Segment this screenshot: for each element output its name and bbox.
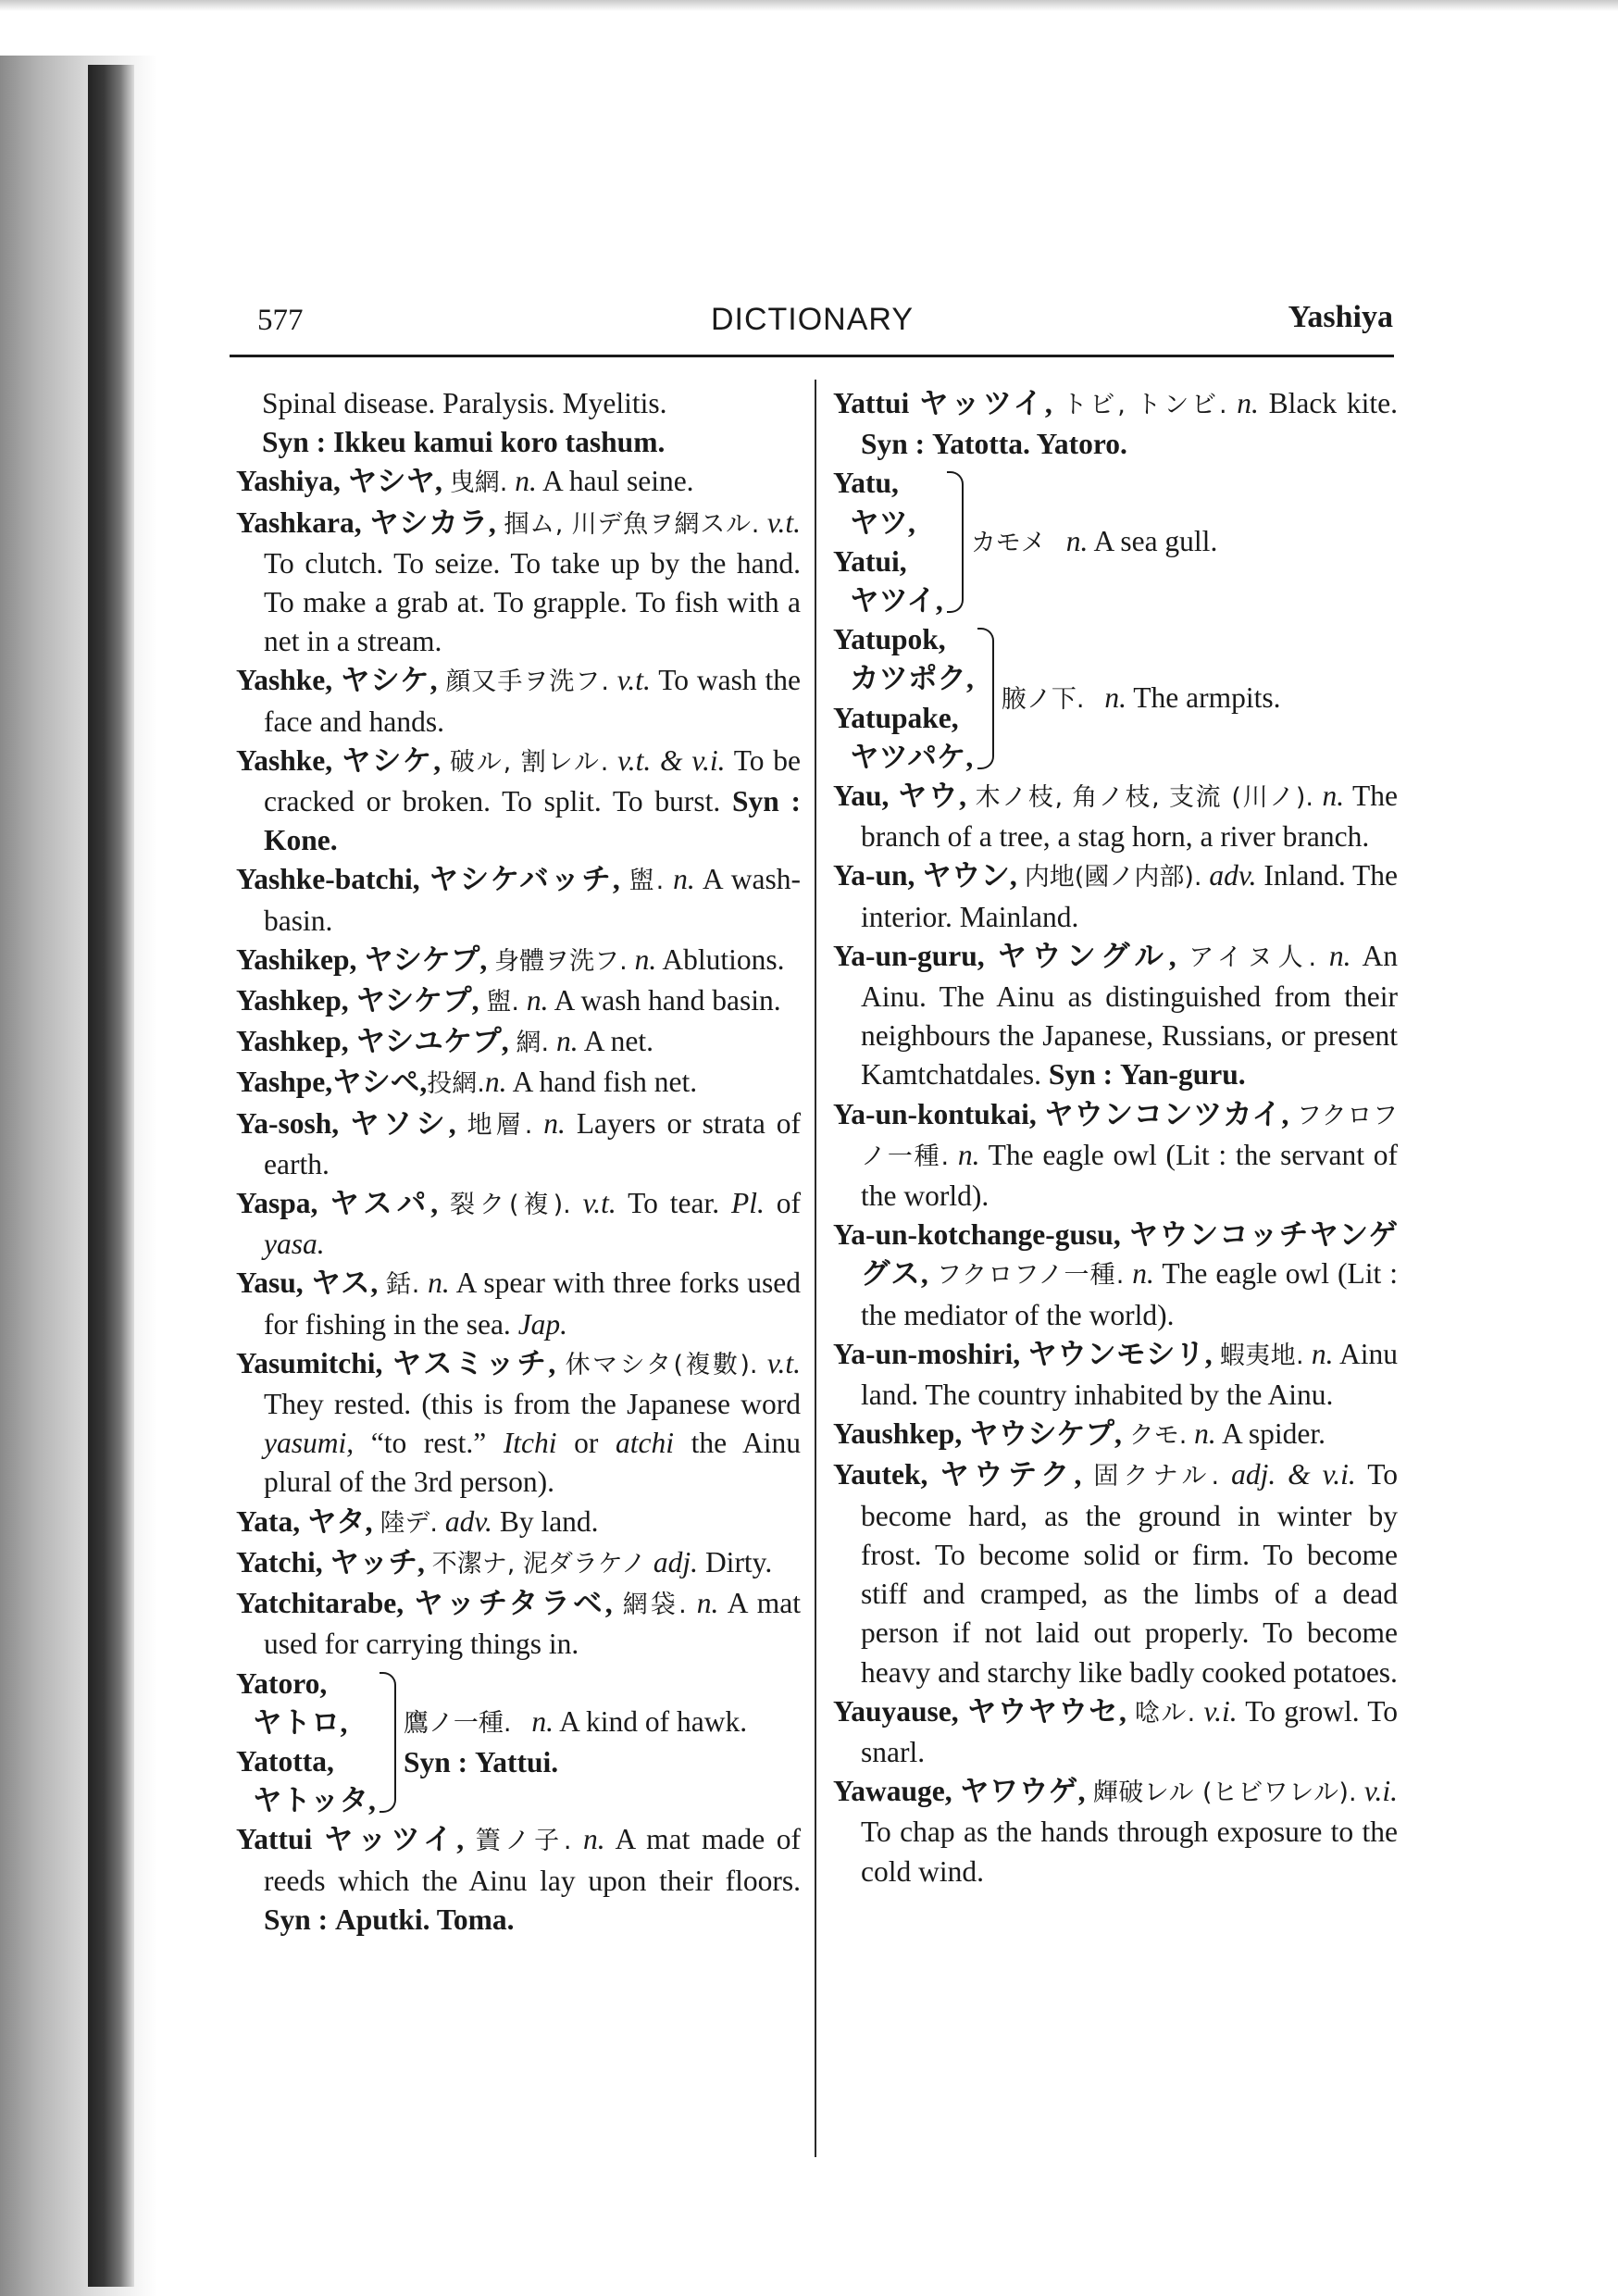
entry-yata: Yata, ヤタ, 陸デ. adv. By land. bbox=[236, 1504, 599, 1538]
entry-yashke-1: Yashke, ヤシケ, 顔又手ヲ洗フ. v.t. To wash the face and hands. bbox=[236, 664, 802, 738]
group-headwords: Yatu, ヤツ, Yatui, ヤツイ, bbox=[833, 467, 943, 618]
entry-yattui-kite: Yattui ヤッツイ, トビ, トンビ. n. Black kite. Syn : Yatotta. Yatoro. bbox=[833, 387, 1399, 461]
entry-yashkep-1: Yashkep, ヤシケプ, 盥. n. A wash hand basin. bbox=[236, 984, 781, 1017]
brace bbox=[380, 1672, 396, 1814]
left-column bbox=[236, 384, 801, 1940]
group-gloss: 腋ノ下. n. The armpits. bbox=[1001, 680, 1281, 714]
binding-gutter bbox=[88, 65, 134, 2287]
entry-yau: Yau, ヤウ, 木ノ枝, 角ノ枝, 支流 (川ノ). n. The branch of a tree, a stag horn, a river branch. bbox=[833, 780, 1399, 854]
entry-yaushkep: Yaushkep, ヤウシケプ, クモ. n. A spider. bbox=[833, 1417, 1326, 1451]
page-number: 577 bbox=[257, 304, 304, 337]
page-header bbox=[231, 294, 1393, 350]
entry-ya-un-moshiri: Ya-un-moshiri, ヤウンモシリ, 蝦夷地. n. Ainu land. The country inhabited by the Ainu. bbox=[833, 1337, 1399, 1412]
group-gloss: 鷹ノ一種. n. A kind of hawk. Syn : Yattui. bbox=[403, 1704, 748, 1778]
entry-ya-sosh: Ya-sosh, ヤソシ, 地層. n. Layers or strata of earth. bbox=[236, 1106, 802, 1180]
entry-yashikep: Yashikep, ヤシケプ, 身體ヲ洗フ. n. Ablutions. bbox=[236, 942, 785, 976]
header-rule bbox=[230, 355, 1394, 357]
entry-yasumitchi: Yasumitchi, ヤスミッチ, 休マシタ(複數). v.t. They rested. (this is from the Japanese word yasumi, “to rest.” Itchi or atchi the Ainu plural of the 3rd person). bbox=[236, 1346, 802, 1499]
entry-group-yatoro bbox=[236, 1665, 801, 1821]
entry-yaspa: Yaspa, ヤスパ, 裂ク(複). v.t. To tear. Pl. of yasa. bbox=[236, 1187, 802, 1261]
entry-yashiya: Yashiya, ヤシヤ, 曳網. n. A haul seine. bbox=[236, 465, 694, 498]
brace bbox=[947, 471, 964, 613]
entry-ya-un-kontukai: Ya-un-kontukai, ヤウンコンツカイ, フクロフノ一種. n. The eagle owl (Lit : the servant of the world). bbox=[833, 1097, 1399, 1213]
top-edge bbox=[0, 0, 1618, 11]
entry-yashke-batchi: Yashke-batchi, ヤシケバッチ, 盥. n. A wash-basin. bbox=[236, 863, 802, 937]
entry-ya-un-guru: Ya-un-guru, ヤウングル, アイヌ人. n. An Ainu. The Ainu as distinguished from their neighbours the Japanese, Russians, or present Kamtchatdales. Syn : Yan-guru. bbox=[833, 939, 1399, 1092]
entry-yashkara: Yashkara, ヤシカラ, 掴ム, 川デ魚ヲ網スル. v.t. To clutch. To seize. To take up by the hand. To make a grab at. To grapple. To fish with a net in a stream. bbox=[236, 505, 802, 658]
brace bbox=[977, 628, 994, 769]
entry-yautek: Yautek, ヤウテク, 固クナル. adj. & v.i. To become hard, as the ground in winter by frost. To become solid or firm. To become stiff and cramped, as the limbs of a dead person if not laid out properly. To become heavy and starchy like badly cooked potatoes. bbox=[833, 1458, 1399, 1689]
entry-yawauge: Yawauge, ヤワウゲ, 皹破レル (ヒビワレル). v.i. To chap as the hands through exposure to the cold wind. bbox=[833, 1775, 1398, 1888]
entry-yashpe: Yashpe,ヤシペ,投網.n. A hand fish net. bbox=[236, 1066, 698, 1099]
entry-ya-un-kotchange-gusu: Ya-un-kotchange-gusu, ヤウンコッチヤンゲグス, フクロフノ一種. n. The eagle owl (Lit : the mediator of the world). bbox=[833, 1218, 1399, 1331]
entry-yasu: Yasu, ヤス, 銛. n. A spear with three forks used for fishing in the sea. Jap. bbox=[236, 1267, 802, 1341]
entry-yattui-mat: Yattui ヤッツイ, 簀ノ子. n. A mat made of reeds which the Ainu lay upon their floors. Syn : Aputki. Toma. bbox=[236, 1823, 802, 1936]
entry-ya-un: Ya-un, ヤウン, 内地(國ノ内部). adv. Inland. The interior. Mainland. bbox=[833, 859, 1399, 933]
entry-group-yatupok bbox=[833, 620, 1398, 777]
group-headwords: Yatoro, ヤトロ, Yatotta, ヤトッタ, bbox=[236, 1666, 376, 1817]
entry-group-yatu bbox=[833, 464, 1398, 620]
column-divider bbox=[815, 380, 816, 2157]
entry-yashke-2: Yashke, ヤシケ, 破ル, 割レル. v.t. & v.i. To be cracked or broken. To split. To burst. Syn : Kone. bbox=[236, 743, 802, 857]
entry-continuation: Spinal disease. Paralysis. Myelitis. bbox=[262, 387, 667, 419]
entry-yatchi: Yatchi, ヤッチ, 不潔ナ, 泥ダラケノ adj. Dirty. bbox=[236, 1545, 773, 1578]
entry-synonym-line: Syn : Ikkeu kamui koro tashum. bbox=[262, 426, 666, 459]
entry-yauyause: Yauyause, ヤウヤウセ, 唸ル. v.i. To growl. To snarl. bbox=[833, 1694, 1399, 1768]
guide-word: Yashiya bbox=[1288, 300, 1393, 334]
entry-yashkep-2: Yashkep, ヤシユケプ, 網. n. A net. bbox=[236, 1025, 653, 1058]
group-headwords: Yatupok, カツポク, Yatupake, ヤツパケ, bbox=[833, 623, 974, 773]
right-column bbox=[833, 384, 1398, 1891]
group-gloss: カモメ n. A sea gull. bbox=[970, 524, 1218, 557]
running-title: DICTIONARY bbox=[710, 302, 915, 337]
entry-yatchitarabe: Yatchitarabe, ヤッチタラベ, 網袋. n. A mat used for carrying things in. bbox=[236, 1587, 802, 1661]
